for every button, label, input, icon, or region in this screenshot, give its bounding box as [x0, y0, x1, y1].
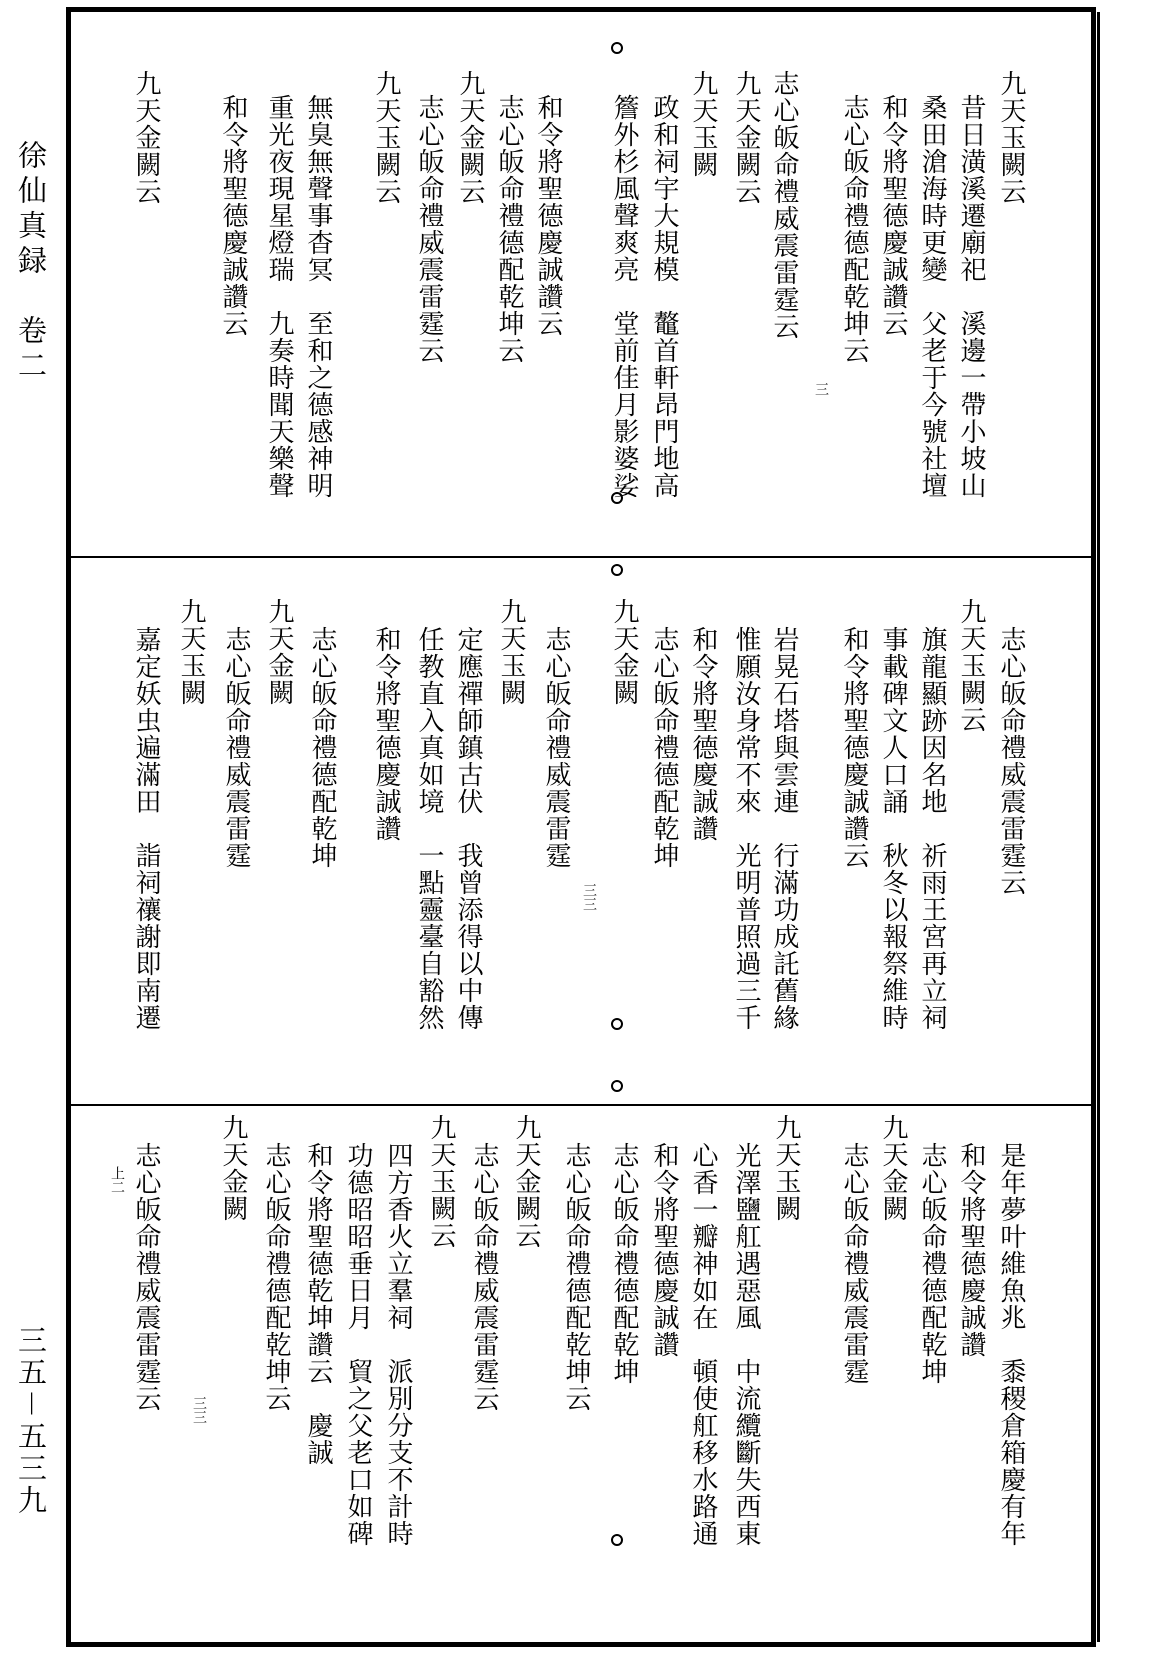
circle-mark-icon: [611, 1534, 623, 1546]
text-column: 九天玉闕云: [956, 598, 986, 733]
text-column: 九天金闕云: [511, 1114, 541, 1249]
text-column: 和令將聖德慶誠讚云: [839, 626, 869, 869]
circle-mark-icon: [611, 564, 623, 576]
text-column: 重光夜現星燈瑞 九奏時聞天樂聲: [264, 94, 294, 499]
text-column: 志心皈命禮威震雷霆云: [769, 70, 799, 340]
text-column: 九天金闕: [609, 598, 639, 706]
text-column: 志心皈命禮威震雷霆云: [996, 626, 1026, 896]
page-frame: [66, 7, 1096, 1647]
text-column: 志心皈命禮威震雷霆: [221, 626, 251, 869]
margin-mark: 上二: [109, 1166, 125, 1194]
text-column: 政和祠宇大規模 鼇首軒昂門地高: [649, 94, 679, 499]
page-panel-top: [71, 12, 1091, 558]
text-column: 簷外杉風聲爽亮 堂前佳月影婆娑: [609, 94, 639, 499]
text-column: 和令將聖德慶誠讚: [688, 626, 718, 842]
text-column: 光澤鹽舡遇惡風 中流纜斷失西東: [731, 1142, 761, 1547]
text-column: 志心皈命禮德配乾坤云: [494, 94, 524, 364]
text-column: 志心皈命禮德配乾坤云: [561, 1142, 591, 1412]
text-column: 九天金闕云: [455, 70, 485, 205]
margin-mark: 三三: [191, 1396, 207, 1424]
text-column: 嘉定妖虫遍滿田 詣祠禳謝即南遷: [131, 626, 161, 1031]
text-column: 惟願汝身常不來 光明普照過三千: [731, 626, 761, 1031]
book-title-margin: 徐仙真録 卷二: [14, 140, 48, 385]
text-column: 志心皈命禮德配乾坤: [307, 626, 337, 869]
text-column: 志心皈命禮德配乾坤云: [261, 1142, 291, 1412]
text-column: 和令將聖德慶誠讚: [371, 626, 401, 842]
text-column: 九天金闕: [878, 1114, 908, 1222]
text-column: 九天金闕云: [731, 70, 761, 205]
text-column: 九天玉闕: [771, 1114, 801, 1222]
text-column: 志心皈命禮威震雷霆云: [414, 94, 444, 364]
text-column: 九天玉闕云: [426, 1114, 456, 1249]
text-column: 和令將聖德慶誠讚云: [533, 94, 563, 337]
text-column: 九天玉闕云: [996, 70, 1026, 205]
page-panel-middle: [71, 558, 1091, 1106]
margin-mark: 三三: [581, 883, 597, 911]
text-column: 志心皈命禮德配乾坤: [609, 1142, 639, 1385]
margin-mark: 三: [813, 382, 829, 396]
text-column: 九天玉闕: [176, 598, 206, 706]
text-column: 和令將聖德乾坤讚云 慶誠: [303, 1142, 333, 1466]
text-column: 是年夢叶維魚兆 黍稷倉箱慶有年: [996, 1142, 1026, 1547]
text-column: 志心皈命禮德配乾坤: [649, 626, 679, 869]
text-column: 昔日潢溪遷廟祀 溪邊一帶小坡山: [956, 94, 986, 499]
text-column: 九天金闕云: [131, 70, 161, 205]
text-column: 九天金闕: [218, 1114, 248, 1222]
circle-mark-icon: [611, 1080, 623, 1092]
text-column: 志心皈命禮威震雷霆: [541, 626, 571, 869]
text-column: 任教直入真如境 一點靈臺自豁然: [414, 626, 444, 1031]
page-number-margin: 三五－五三九: [14, 1325, 48, 1518]
text-column: 志心皈命禮德配乾坤: [917, 1142, 947, 1385]
text-column: 志心皈命禮威震雷霆云: [131, 1142, 161, 1412]
text-column: 定應禪師鎮古伏 我曾添得以中傳: [453, 626, 483, 1031]
text-column: 事載碑文人口誦 秋冬以報祭維時: [878, 626, 908, 1031]
text-column: 九天玉闕: [496, 598, 526, 706]
text-column: 岩晃石塔與雲連 行滿功成託舊緣: [769, 626, 799, 1031]
page-panel-bottom: [71, 1106, 1091, 1642]
text-column: 志心皈命禮威震雷霆: [839, 1142, 869, 1385]
text-column: 和令將聖德慶誠讚: [956, 1142, 986, 1358]
text-column: 九天玉闕: [688, 70, 718, 178]
text-column: 九天金闕: [264, 598, 294, 706]
text-column: 九天玉闕云: [371, 70, 401, 205]
text-column: 和令將聖德慶誠讚: [649, 1142, 679, 1358]
text-column: 和令將聖德慶誠讚云: [218, 94, 248, 337]
text-column: 功德昭昭垂日月 貿之父老口如碑: [343, 1142, 373, 1547]
text-column: 志心皈命禮威震雷霆云: [469, 1142, 499, 1412]
text-column: 無臭無聲事杳冥 至和之德感神明: [303, 94, 333, 499]
text-column: 桑田滄海時更變 父老于今號社壇: [917, 94, 947, 499]
circle-mark-icon: [611, 42, 623, 54]
text-column: 和令將聖德慶誠讚云: [878, 94, 908, 337]
text-column: 旗龍顯跡因名地 祈雨王宮再立祠: [917, 626, 947, 1031]
text-column: 四方香火立羣祠 派別分支不計時: [383, 1142, 413, 1547]
text-column: 心香一瓣神如在 頓使舡移水路通: [688, 1142, 718, 1547]
text-column: 志心皈命禮德配乾坤云: [839, 94, 869, 364]
circle-mark-icon: [611, 1018, 623, 1030]
